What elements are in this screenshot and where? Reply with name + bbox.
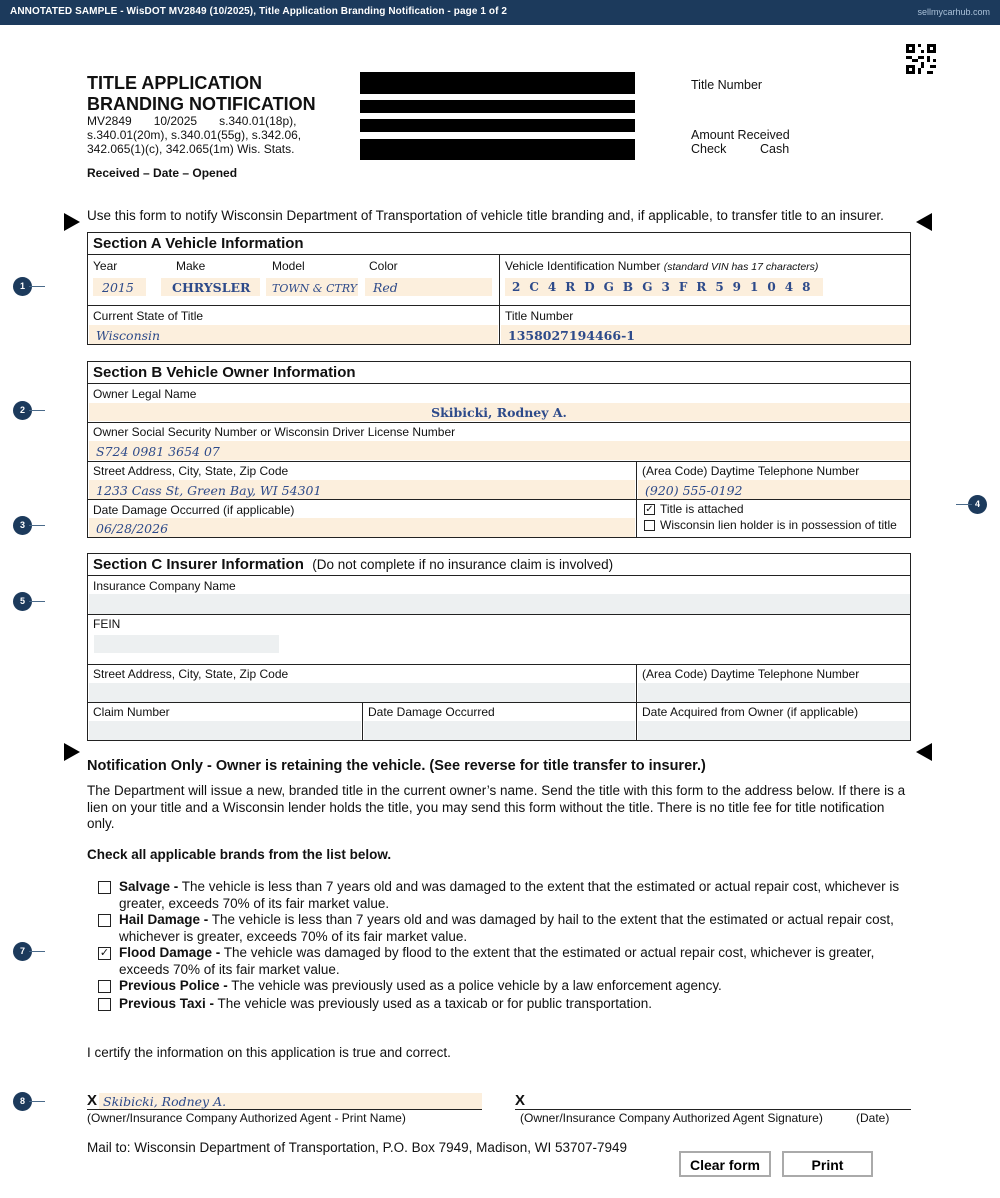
statute-3: 342.065(1)(c), 342.065(1m) Wis. Stats. — [87, 142, 295, 156]
statute-2: s.340.01(20m), s.340.01(55g), s.342.06, — [87, 128, 302, 142]
owner-phone-value: (920) 555-0192 — [645, 483, 743, 498]
make-label: Make — [176, 259, 206, 273]
title-line-1: TITLE APPLICATION — [87, 73, 262, 93]
section-c-title: Section C Insurer Information — [93, 556, 304, 573]
make-value: CHRYSLER — [172, 280, 251, 295]
damage-date-field[interactable] — [89, 518, 635, 537]
model-label: Model — [272, 259, 305, 273]
brand-hail-desc: The vehicle is less than 7 years old and was damaged by hail to the extent that the estimated or actual repair cost, whichever is greater, exceeds 70% of its fair market value. — [119, 912, 894, 944]
brand-salvage-name: Salvage - — [119, 879, 179, 894]
amount-received-label: Amount Received — [691, 128, 790, 142]
title-attached-checkbox[interactable]: ✓ — [645, 504, 654, 515]
intro-text: Use this form to notify Wisconsin Department of Transportation of vehicle title branding and, if applicable, to transfer title to an insurer. — [87, 208, 884, 223]
brand-police-checkbox[interactable] — [98, 980, 111, 993]
qr-code-icon — [906, 44, 936, 74]
claim-number-label: Claim Number — [93, 705, 170, 719]
owner-name-label: Owner Legal Name — [93, 387, 197, 401]
insurer-damage-date-field[interactable] — [364, 721, 635, 740]
section-c-insurer-info — [87, 553, 911, 741]
arrow-left-icon — [916, 213, 932, 231]
annotation-marker: 1 — [13, 277, 32, 296]
section-a-vehicle-info — [87, 232, 911, 345]
fein-label: FEIN — [93, 617, 121, 631]
lien-holder-checkbox[interactable] — [644, 520, 655, 531]
claim-number-field[interactable] — [89, 721, 361, 740]
state-of-title-label: Current State of Title — [93, 309, 204, 323]
title-attached-label: Title is attached — [660, 502, 744, 516]
owner-address-value: 1233 Cass St, Green Bay, WI 54301 — [96, 483, 322, 498]
annotation-marker: 4 — [968, 495, 987, 514]
insurer-name-field[interactable] — [89, 594, 910, 614]
brand-police-name: Previous Police - — [119, 978, 228, 993]
section-c-heading — [88, 554, 910, 576]
owner-id-label: Owner Social Security Number or Wisconsin Driver License Number — [93, 425, 456, 439]
title-number-value: 1358027194466-1 — [508, 328, 635, 343]
annotation-marker: 2 — [13, 401, 32, 420]
brand-previous-taxi — [98, 996, 918, 1013]
arrow-right-icon — [64, 213, 80, 231]
color-value: Red — [373, 280, 398, 295]
owner-name-value: Skibicki, Rodney A. — [431, 405, 567, 420]
lien-holder-label: Wisconsin lien holder is in possession of title — [660, 518, 897, 532]
brand-taxi-checkbox[interactable] — [98, 998, 111, 1011]
top-banner — [0, 0, 1000, 25]
annotation-marker: 5 — [13, 592, 32, 611]
print-name-value: Skibicki, Rodney A. — [103, 1094, 227, 1109]
form-statutes — [87, 114, 327, 156]
signature-label: (Owner/Insurance Company Authorized Agent Signature) — [520, 1111, 823, 1125]
insurer-address-label: Street Address, City, State, Zip Code — [93, 667, 289, 681]
damage-date-label: Date Damage Occurred (if applicable) — [93, 503, 295, 517]
vin-note: (standard VIN has 17 characters) — [663, 261, 819, 273]
cash-label: Cash — [760, 142, 790, 156]
signature-date-label: (Date) — [856, 1111, 890, 1125]
check-label: Check — [691, 142, 727, 156]
brand-taxi-desc: The vehicle was previously used as a taxicab or for public transportation. — [214, 996, 653, 1011]
brand-salvage-desc: The vehicle is less than 7 years old and was damaged to the extent that the estimated or actual repair cost, whichever is greater, exceeds 70% of its fair market value. — [119, 879, 900, 911]
owner-address-label: Street Address, City, State, Zip Code — [93, 464, 289, 478]
arrow-left-icon — [916, 743, 932, 761]
section-b-owner-info — [87, 361, 911, 538]
insurer-damage-date-label: Date Damage Occurred — [368, 705, 495, 719]
title-line-2: BRANDING NOTIFICATION — [87, 94, 316, 114]
print-name-label: (Owner/Insurance Company Authorized Agent - Print Name) — [87, 1111, 406, 1125]
notification-heading: Notification Only - Owner is retaining the vehicle. (See reverse for title transfer to insurer.) — [87, 758, 706, 774]
brand-flood-checkbox[interactable]: ✓ — [99, 947, 110, 959]
brand-police-desc: The vehicle was previously used as a police vehicle by a law enforcement agency. — [227, 978, 722, 993]
title-number-label: Title Number — [505, 309, 574, 323]
brand-flood-damage — [98, 945, 918, 978]
section-b-heading: Section B Vehicle Owner Information — [88, 362, 910, 384]
check-all-instruction: Check all applicable brands from the list below. — [87, 847, 392, 862]
signature-x: X — [515, 1092, 526, 1109]
banner-site: sellmycarhub.com — [917, 7, 990, 17]
office-title-number-label: Title Number — [691, 78, 763, 92]
banner-title: ANNOTATED SAMPLE - WisDOT MV2849 (10/2025), Title Application Branding Notification - page 1 of 2 — [10, 6, 508, 17]
brand-salvage — [98, 879, 918, 912]
owner-phone-label: (Area Code) Daytime Telephone Number — [642, 464, 860, 478]
date-acquired-label: Date Acquired from Owner (if applicable) — [642, 705, 859, 719]
model-value: TOWN & CTRY — [272, 282, 358, 295]
statute-1: s.340.01(18p), — [219, 114, 297, 128]
form-date: 10/2025 — [153, 114, 198, 128]
print-button[interactable]: Print — [782, 1151, 873, 1177]
section-a-heading: Section A Vehicle Information — [88, 233, 910, 255]
redaction-bar — [360, 119, 635, 132]
vin-label-text: Vehicle Identification Number — [505, 259, 661, 273]
redaction-bar — [360, 100, 635, 113]
year-value: 2015 — [102, 280, 134, 295]
year-label: Year — [93, 259, 118, 273]
annotation-marker: 3 — [13, 516, 32, 535]
brand-taxi-name: Previous Taxi - — [119, 996, 215, 1011]
brand-hail-damage — [98, 912, 918, 945]
redaction-bar — [360, 72, 635, 94]
redaction-bar — [360, 139, 635, 160]
insurer-name-label: Insurance Company Name — [93, 579, 236, 593]
brand-previous-police — [98, 978, 918, 995]
brand-flood-desc: The vehicle was damaged by flood to the extent that the estimated or actual repair cost, whichever is greater, exceeds 70% of its fair market value. — [119, 945, 875, 977]
annotation-marker: 8 — [13, 1092, 32, 1111]
state-of-title-value: Wisconsin — [96, 328, 161, 343]
clear-form-button[interactable]: Clear form — [679, 1151, 771, 1177]
insurer-phone-field[interactable] — [638, 683, 910, 702]
brand-salvage-checkbox[interactable] — [98, 881, 111, 894]
vin-label — [505, 259, 818, 273]
brand-flood-name: Flood Damage - — [119, 945, 221, 960]
arrow-right-icon — [64, 743, 80, 761]
fein-field[interactable] — [94, 635, 279, 653]
color-label: Color — [369, 259, 398, 273]
mail-to-address: Mail to: Wisconsin Department of Transportation, P.O. Box 7949, Madison, WI 53707-7949 — [87, 1140, 628, 1155]
received-date-opened: Received – Date – Opened — [87, 166, 238, 180]
damage-date-value: 06/28/2026 — [96, 521, 169, 536]
form-number: MV2849 — [87, 114, 132, 128]
brand-hail-checkbox[interactable] — [98, 914, 111, 927]
annotation-marker: 7 — [13, 942, 32, 961]
certify-text: I certify the information on this application is true and correct. — [87, 1045, 451, 1060]
insurer-address-field[interactable] — [89, 683, 635, 702]
brand-hail-name: Hail Damage - — [119, 912, 209, 927]
owner-id-value: S724 0981 3654 07 — [96, 444, 220, 459]
date-acquired-field[interactable] — [638, 721, 910, 740]
vin-value: 2C4RDGBG3FR591048 — [512, 280, 820, 294]
form-title — [87, 73, 316, 115]
print-name-x: X — [87, 1092, 98, 1109]
notification-body: The Department will issue a new, branded title in the current owner’s name. Send the title with this form to the address below. If there is a lien on your title and a Wisconsin lender holds the title, you may send this form without the title. There is no title fee for title notification only. — [87, 783, 906, 831]
insurer-phone-label: (Area Code) Daytime Telephone Number — [642, 667, 860, 681]
section-c-subtitle: (Do not complete if no insurance claim is involved) — [312, 557, 614, 572]
